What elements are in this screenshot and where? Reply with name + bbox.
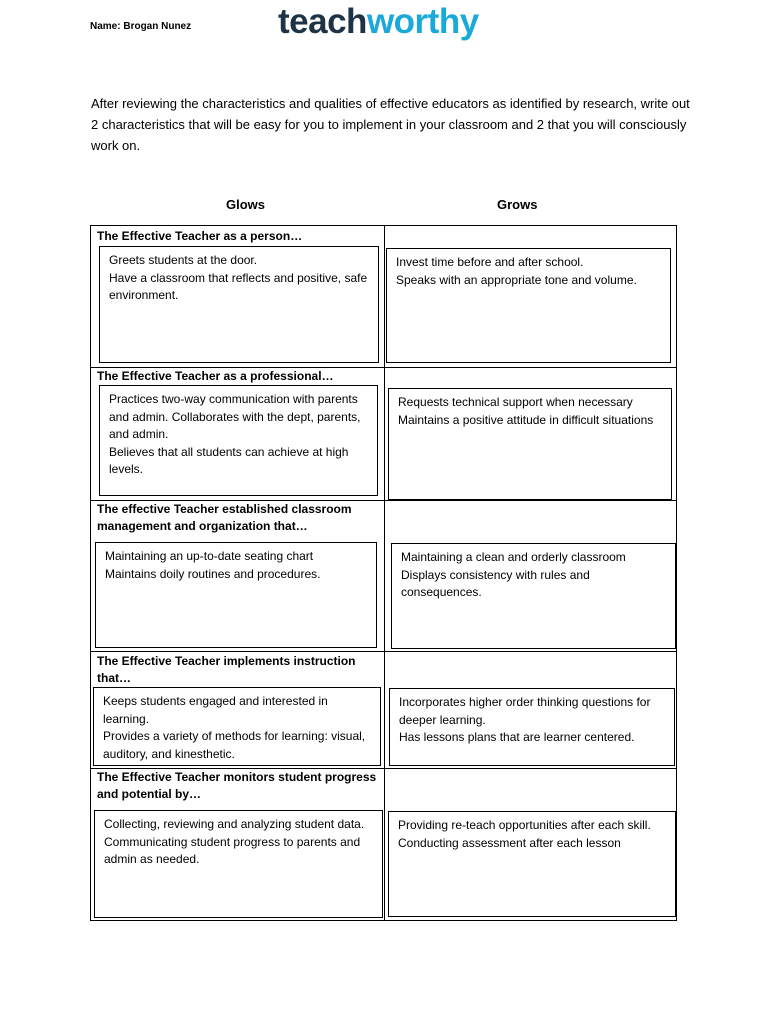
- logo-text-teach: teach: [278, 2, 367, 41]
- glows-box: [95, 542, 377, 648]
- table-column-divider: [384, 225, 385, 921]
- grows-item: Incorporates higher order thinking questions for deeper learning.: [399, 695, 651, 727]
- glows-item: Believes that all students can achieve at high levels.: [109, 444, 349, 476]
- grows-item: Maintains a positive attitude in difficult situations: [398, 412, 654, 427]
- grows-box: [386, 248, 671, 363]
- section-title: The Effective Teacher as a person…: [97, 229, 303, 243]
- glows-box: [93, 687, 381, 766]
- teachworthy-logo: [278, 2, 479, 42]
- glows-item: Collecting, reviewing and analyzing student data.: [104, 817, 365, 831]
- glows-item: Keeps students engaged and interested in learning.: [103, 694, 328, 726]
- grows-item: Speaks with an appropriate tone and volume.: [396, 272, 637, 287]
- glows-item: Provides a variety of methods for learning: visual, auditory, and kinesthetic.: [103, 729, 366, 761]
- glows-box: [99, 246, 379, 363]
- section-title: The effective Teacher established classroom management and organization that…: [97, 502, 352, 533]
- grows-box: [389, 688, 675, 766]
- table-row-divider: [90, 651, 677, 652]
- glows-box: [99, 385, 378, 496]
- glows-item: Practices two-way communication with parents and admin. Collaborates with the dept, parents, and admin.: [109, 392, 361, 441]
- grows-item: Invest time before and after school.: [396, 255, 584, 269]
- glows-item: Communicating student progress to parents and admin as needed.: [104, 834, 361, 866]
- grows-column-heading: Grows: [497, 197, 538, 212]
- grows-item: Has lessons plans that are learner centered.: [399, 730, 635, 744]
- section-title: The Effective Teacher as a professional…: [97, 369, 334, 383]
- grows-box: [388, 811, 676, 917]
- glows-item: Maintains doily routines and procedures.: [105, 566, 321, 581]
- grows-item: Requests technical support when necessary: [398, 395, 633, 409]
- section-title: The Effective Teacher implements instruction that…: [97, 654, 356, 685]
- glows-box: [94, 810, 383, 918]
- logo-text-worthy: worthy: [366, 2, 479, 41]
- grows-item: Displays consistency with rules and consequences.: [401, 567, 590, 599]
- grows-item: Conducting assessment after each lesson: [398, 835, 621, 850]
- grows-box: [391, 543, 676, 649]
- grows-item: Providing re-teach opportunities after each skill.: [398, 818, 651, 832]
- glows-column-heading: Glows: [226, 197, 266, 212]
- student-name: Name: Brogan Nunez: [90, 21, 192, 32]
- grows-item: Maintaining a clean and orderly classroom: [401, 550, 626, 564]
- grows-box: [388, 388, 672, 500]
- glows-item: Greets students at the door.: [109, 253, 258, 267]
- glows-item: Maintaining an up-to-date seating chart: [105, 549, 314, 563]
- glows-item: Have a classroom that reflects and positive, safe environment.: [109, 270, 368, 302]
- section-title: The Effective Teacher monitors student progress and potential by…: [97, 770, 377, 801]
- instructions-paragraph: After reviewing the characteristics and qualities of effective educators as identified by research, write out 2 characteristics that will be easy for you to implement in your classroom and 2 that you will consciously work on.: [91, 96, 690, 153]
